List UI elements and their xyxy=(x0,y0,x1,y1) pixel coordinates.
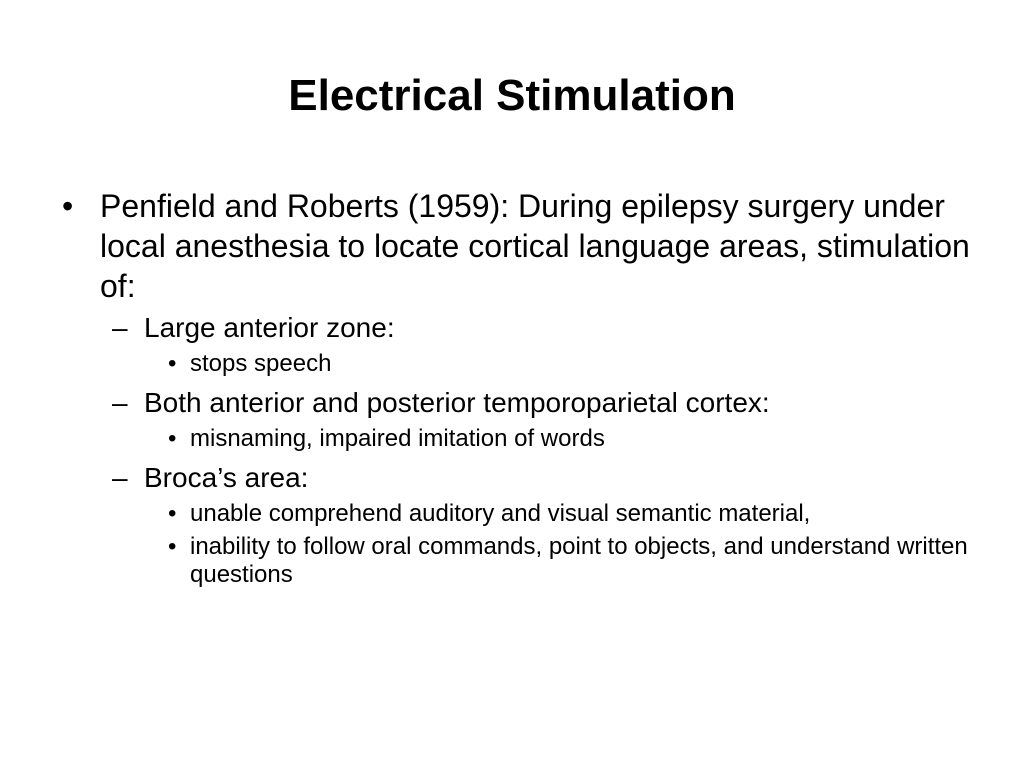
bullet-text: Penfield and Roberts (1959): During epilepsy surgery under local anesthesia to locate cortical language areas, stimulation of: xyxy=(100,188,970,304)
bullet-text: misnaming, impaired imitation of words xyxy=(190,425,605,452)
bullet-level2 xyxy=(56,461,976,495)
slide-body xyxy=(56,186,976,597)
sub-bullet-group xyxy=(56,350,976,378)
bullet-marker: • xyxy=(168,425,177,452)
bullet-level1 xyxy=(56,186,976,306)
bullet-marker: • xyxy=(168,350,177,377)
bullet-level3 xyxy=(56,500,976,528)
bullet-marker: • xyxy=(168,500,177,527)
dash-marker: – xyxy=(112,462,128,493)
bullet-text: Both anterior and posterior temporoparietal cortex: xyxy=(144,387,770,418)
bullet-text: Large anterior zone: xyxy=(144,312,395,343)
bullet-marker: • xyxy=(168,533,177,560)
bullet-level3 xyxy=(56,425,976,453)
bullet-text: Broca’s area: xyxy=(144,462,309,493)
bullet-level2 xyxy=(56,311,976,345)
bullet-text: stops speech xyxy=(190,350,332,377)
bullet-level2 xyxy=(56,386,976,420)
bullet-level3 xyxy=(56,533,976,589)
sub-bullet-group xyxy=(56,500,976,589)
bullet-level3 xyxy=(56,350,976,378)
sub-bullet-group xyxy=(56,425,976,453)
slide-title: Electrical Stimulation xyxy=(288,71,736,120)
bullet-text: unable comprehend auditory and visual semantic material, xyxy=(190,500,811,527)
bullet-marker: • xyxy=(62,188,74,224)
dash-marker: – xyxy=(112,387,128,418)
bullet-text: inability to follow oral commands, point to objects, and understand written questions xyxy=(190,533,968,588)
dash-marker: – xyxy=(112,312,128,343)
